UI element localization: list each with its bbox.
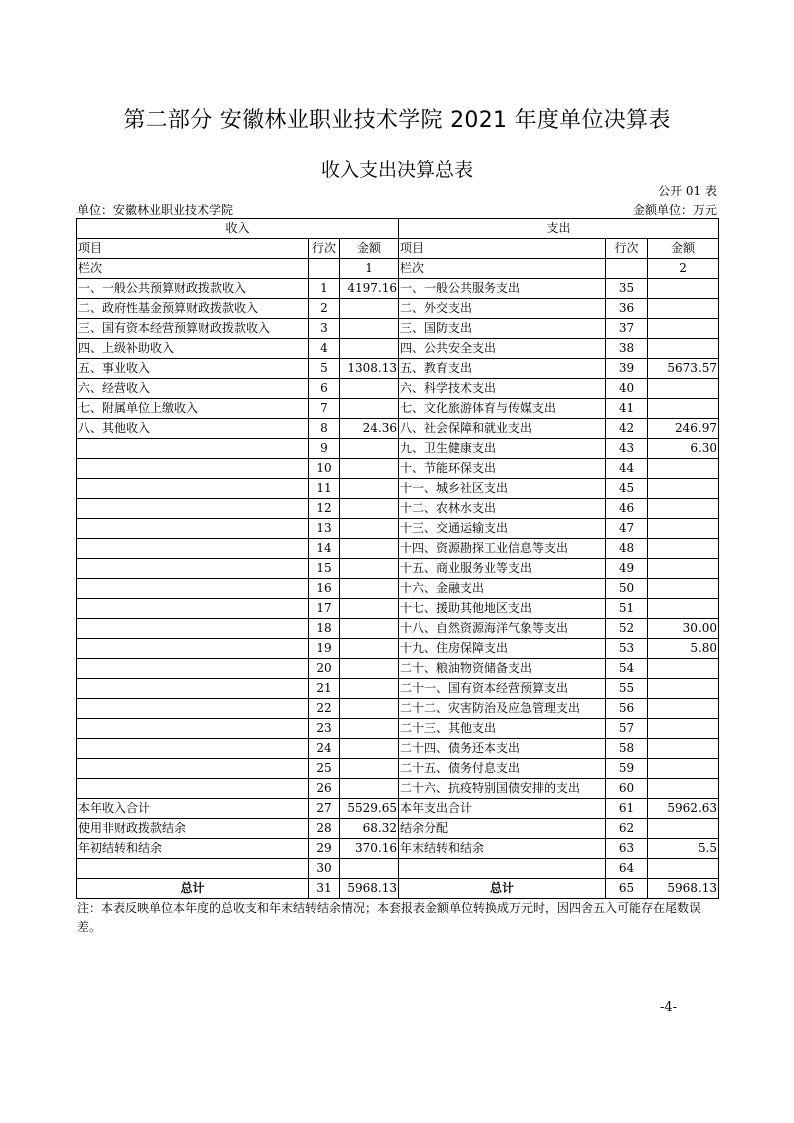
income-amount-cell xyxy=(340,559,399,579)
income-item-cell xyxy=(77,679,309,699)
expense-item-cell: 十八、自然资源海洋气象等支出 xyxy=(399,619,606,639)
table-row xyxy=(77,419,719,439)
expense-rowno-cell: 51 xyxy=(606,599,648,619)
income-item-cell xyxy=(77,619,309,639)
expense-amount-cell xyxy=(648,499,719,519)
expense-rowno-cell: 37 xyxy=(606,319,648,339)
income-col-number: 1 xyxy=(340,259,399,279)
expense-item-cell: 二十一、国有资本经营预算支出 xyxy=(399,679,606,699)
income-amount-cell xyxy=(340,679,399,699)
expense-amount-cell xyxy=(648,459,719,479)
expense-rowno-cell: 64 xyxy=(606,859,648,879)
expense-item-cell: 一、一般公共服务支出 xyxy=(399,279,606,299)
expense-rowno-cell: 54 xyxy=(606,659,648,679)
expense-rowno-cell: 52 xyxy=(606,619,648,639)
expense-rowno-cell: 49 xyxy=(606,559,648,579)
income-rowno-header: 行次 xyxy=(309,239,340,259)
income-rowno-cell: 25 xyxy=(309,759,340,779)
table-row xyxy=(77,339,719,359)
income-rowno-cell: 7 xyxy=(309,399,340,419)
income-item-header: 项目 xyxy=(77,239,309,259)
income-rowno-cell: 9 xyxy=(309,439,340,459)
expense-item-cell: 二十四、债务还本支出 xyxy=(399,739,606,759)
unit-name: 单位：安徽林业职业技术学院 xyxy=(77,203,234,217)
expense-header: 支出 xyxy=(399,219,719,239)
income-amount-cell xyxy=(340,859,399,879)
table-row xyxy=(77,779,719,799)
expense-item-cell: 四、公共安全支出 xyxy=(399,339,606,359)
income-rowno-cell: 23 xyxy=(309,719,340,739)
income-item-cell xyxy=(77,659,309,679)
expense-item-cell: 十一、城乡社区支出 xyxy=(399,479,606,499)
expense-item-cell: 六、科学技术支出 xyxy=(399,379,606,399)
table-row xyxy=(77,599,719,619)
income-expense-table xyxy=(76,218,719,899)
expense-amount-cell xyxy=(648,759,719,779)
expense-rowno-cell: 55 xyxy=(606,679,648,699)
income-item-cell xyxy=(77,719,309,739)
expense-rowno-cell: 47 xyxy=(606,519,648,539)
table-row xyxy=(77,659,719,679)
expense-rowno-cell: 44 xyxy=(606,459,648,479)
expense-rowno-cell: 50 xyxy=(606,579,648,599)
expense-amount-cell xyxy=(648,379,719,399)
expense-amount-cell xyxy=(648,399,719,419)
income-rowno-cell: 6 xyxy=(309,379,340,399)
income-amount-cell xyxy=(340,519,399,539)
expense-item-cell: 十六、金融支出 xyxy=(399,579,606,599)
table-row xyxy=(77,439,719,459)
expense-amount-cell: 5962.63 xyxy=(648,799,719,819)
expense-rowno-cell: 59 xyxy=(606,759,648,779)
income-rowno-cell: 24 xyxy=(309,739,340,759)
table-row xyxy=(77,379,719,399)
income-amount-cell xyxy=(340,619,399,639)
expense-rowno-cell: 58 xyxy=(606,739,648,759)
expense-amount-cell: 5.80 xyxy=(648,639,719,659)
expense-item-cell: 二十、粮油物资储备支出 xyxy=(399,659,606,679)
table-row xyxy=(77,739,719,759)
expense-rowno-cell: 63 xyxy=(606,839,648,859)
income-item-cell xyxy=(77,559,309,579)
expense-rowno-cell: 56 xyxy=(606,699,648,719)
income-item-cell xyxy=(77,859,309,879)
expense-item-cell: 本年支出合计 xyxy=(399,799,606,819)
income-item-cell: 一、一般公共预算财政拨款收入 xyxy=(77,279,309,299)
expense-amount-cell xyxy=(648,279,719,299)
expense-item-cell: 九、卫生健康支出 xyxy=(399,439,606,459)
income-item-cell xyxy=(77,439,309,459)
income-rowno-cell: 29 xyxy=(309,839,340,859)
income-rowno-cell: 15 xyxy=(309,559,340,579)
expense-amount-header: 金额 xyxy=(648,239,719,259)
table-row xyxy=(77,839,719,859)
expense-item-cell: 十三、交通运输支出 xyxy=(399,519,606,539)
expense-amount-cell: 30.00 xyxy=(648,619,719,639)
expense-amount-cell xyxy=(648,339,719,359)
table-row xyxy=(77,859,719,879)
expense-rowno-cell: 48 xyxy=(606,539,648,559)
expense-amount-cell xyxy=(648,679,719,699)
column-index-row xyxy=(77,259,719,279)
expense-rowno-cell: 65 xyxy=(606,879,648,899)
expense-item-cell: 二十二、灾害防治及应急管理支出 xyxy=(399,699,606,719)
page-number: -4- xyxy=(660,1000,678,1015)
income-rowno-cell: 17 xyxy=(309,599,340,619)
table-row xyxy=(77,359,719,379)
income-rowno-cell: 14 xyxy=(309,539,340,559)
table-row xyxy=(77,399,719,419)
expense-amount-cell xyxy=(648,859,719,879)
income-item-cell: 八、其他收入 xyxy=(77,419,309,439)
income-item-cell xyxy=(77,759,309,779)
expense-rowno-cell: 57 xyxy=(606,719,648,739)
income-rowno-cell: 28 xyxy=(309,819,340,839)
income-item-cell: 年初结转和结余 xyxy=(77,839,309,859)
expense-rowno-cell: 36 xyxy=(606,299,648,319)
income-col-label: 栏次 xyxy=(77,259,309,279)
expense-rowno-cell: 35 xyxy=(606,279,648,299)
table-row xyxy=(77,459,719,479)
table-row xyxy=(77,279,719,299)
income-item-cell: 三、国有资本经营预算财政拨款收入 xyxy=(77,319,309,339)
expense-rowno-cell: 43 xyxy=(606,439,648,459)
expense-amount-cell xyxy=(648,299,719,319)
expense-rowno-cell: 40 xyxy=(606,379,648,399)
expense-col-number: 2 xyxy=(648,259,719,279)
table-row xyxy=(77,679,719,699)
income-rowno-cell: 13 xyxy=(309,519,340,539)
table-row xyxy=(77,559,719,579)
expense-rowno-header: 行次 xyxy=(606,239,648,259)
expense-amount-cell xyxy=(648,699,719,719)
expense-item-cell: 十四、资源勘探工业信息等支出 xyxy=(399,539,606,559)
table-header-columns xyxy=(77,239,719,259)
table-note: 注：本表反映单位本年度的总收支和年末结转结余情况；本套报表金额单位转换成万元时，因四舍五入可能存在尾数误差。 xyxy=(77,901,702,934)
table-row xyxy=(77,479,719,499)
income-amount-cell xyxy=(340,379,399,399)
income-item-cell xyxy=(77,639,309,659)
expense-item-cell: 二十五、债务付息支出 xyxy=(399,759,606,779)
income-amount-cell xyxy=(340,499,399,519)
income-rowno-cell: 12 xyxy=(309,499,340,519)
expense-item-cell: 五、教育支出 xyxy=(399,359,606,379)
table-row xyxy=(77,639,719,659)
income-rowno-cell: 5 xyxy=(309,359,340,379)
income-amount-cell: 4197.16 xyxy=(340,279,399,299)
expense-item-cell: 年末结转和结余 xyxy=(399,839,606,859)
form-number: 公开 01 表 xyxy=(658,184,717,198)
income-rowno-cell: 31 xyxy=(309,879,340,899)
income-amount-cell xyxy=(340,459,399,479)
expense-amount-cell xyxy=(648,559,719,579)
expense-amount-cell xyxy=(648,719,719,739)
total-row xyxy=(77,879,719,899)
income-rowno-cell: 26 xyxy=(309,779,340,799)
income-item-cell: 五、事业收入 xyxy=(77,359,309,379)
income-item-cell xyxy=(77,499,309,519)
income-rowno-cell: 3 xyxy=(309,319,340,339)
expense-amount-cell xyxy=(648,539,719,559)
income-rowno-cell: 20 xyxy=(309,659,340,679)
income-amount-cell xyxy=(340,639,399,659)
table-row xyxy=(77,579,719,599)
expense-amount-cell: 5673.57 xyxy=(648,359,719,379)
amount-unit: 金额单位：万元 xyxy=(632,203,717,217)
income-rowno-cell: 30 xyxy=(309,859,340,879)
income-item-cell: 总计 xyxy=(77,879,309,899)
income-header: 收入 xyxy=(77,219,399,239)
income-amount-cell: 5529.65 xyxy=(340,799,399,819)
income-amount-cell xyxy=(340,299,399,319)
income-amount-cell: 68.32 xyxy=(340,819,399,839)
income-item-cell xyxy=(77,579,309,599)
table-row xyxy=(77,699,719,719)
expense-rowno-cell: 61 xyxy=(606,799,648,819)
income-rowno-cell: 8 xyxy=(309,419,340,439)
income-item-cell: 二、政府性基金预算财政拨款收入 xyxy=(77,299,309,319)
table-row xyxy=(77,319,719,339)
income-amount-cell xyxy=(340,319,399,339)
income-item-cell: 四、上级补助收入 xyxy=(77,339,309,359)
income-amount-cell xyxy=(340,699,399,719)
table-row xyxy=(77,519,719,539)
expense-amount-cell xyxy=(648,739,719,759)
expense-rowno-cell: 38 xyxy=(606,339,648,359)
income-item-cell: 六、经营收入 xyxy=(77,379,309,399)
income-item-cell xyxy=(77,739,309,759)
table-row xyxy=(77,499,719,519)
income-rowno-cell: 21 xyxy=(309,679,340,699)
expense-amount-cell: 6.30 xyxy=(648,439,719,459)
table-title: 收入支出决算总表 xyxy=(320,159,473,181)
expense-item-header: 项目 xyxy=(399,239,606,259)
expense-amount-cell: 246.97 xyxy=(648,419,719,439)
expense-item-cell: 十九、住房保障支出 xyxy=(399,639,606,659)
expense-amount-cell xyxy=(648,599,719,619)
expense-amount-cell: 5968.13 xyxy=(648,879,719,899)
expense-amount-cell xyxy=(648,779,719,799)
income-amount-cell xyxy=(340,599,399,619)
income-amount-cell: 1308.13 xyxy=(340,359,399,379)
income-amount-cell xyxy=(340,439,399,459)
income-amount-cell: 24.36 xyxy=(340,419,399,439)
income-item-cell xyxy=(77,519,309,539)
expense-item-cell xyxy=(399,859,606,879)
expense-rowno-cell: 46 xyxy=(606,499,648,519)
income-item-cell xyxy=(77,699,309,719)
table-row xyxy=(77,619,719,639)
income-amount-cell: 370.16 xyxy=(340,839,399,859)
income-rowno-cell: 19 xyxy=(309,639,340,659)
income-amount-cell xyxy=(340,539,399,559)
income-amount-cell xyxy=(340,719,399,739)
table-row xyxy=(77,819,719,839)
table-row xyxy=(77,799,719,819)
expense-col-label: 栏次 xyxy=(399,259,606,279)
expense-item-cell: 十五、商业服务业等支出 xyxy=(399,559,606,579)
table-row xyxy=(77,539,719,559)
income-amount-cell xyxy=(340,399,399,419)
table-header-group xyxy=(77,219,719,239)
expense-item-cell: 结余分配 xyxy=(399,819,606,839)
income-col-empty xyxy=(309,259,340,279)
table-row xyxy=(77,759,719,779)
income-rowno-cell: 10 xyxy=(309,459,340,479)
expense-rowno-cell: 62 xyxy=(606,819,648,839)
expense-item-cell: 总计 xyxy=(399,879,606,899)
income-amount-cell xyxy=(340,339,399,359)
expense-item-cell: 八、社会保障和就业支出 xyxy=(399,419,606,439)
expense-item-cell: 三、国防支出 xyxy=(399,319,606,339)
expense-amount-cell xyxy=(648,519,719,539)
income-rowno-cell: 22 xyxy=(309,699,340,719)
income-rowno-cell: 2 xyxy=(309,299,340,319)
income-rowno-cell: 11 xyxy=(309,479,340,499)
income-rowno-cell: 1 xyxy=(309,279,340,299)
expense-item-cell: 七、文化旅游体育与传媒支出 xyxy=(399,399,606,419)
expense-rowno-cell: 45 xyxy=(606,479,648,499)
income-amount-cell xyxy=(340,479,399,499)
expense-amount-cell xyxy=(648,659,719,679)
expense-rowno-cell: 41 xyxy=(606,399,648,419)
expense-rowno-cell: 60 xyxy=(606,779,648,799)
page-title: 第二部分 安徽林业职业技术学院 2021 年度单位决算表 xyxy=(123,108,671,133)
income-amount-header: 金额 xyxy=(340,239,399,259)
income-amount-cell xyxy=(340,759,399,779)
income-item-cell: 七、附属单位上缴收入 xyxy=(77,399,309,419)
income-amount-cell: 5968.13 xyxy=(340,879,399,899)
expense-rowno-cell: 42 xyxy=(606,419,648,439)
income-rowno-cell: 27 xyxy=(309,799,340,819)
expense-item-cell: 二十六、抗疫特别国债安排的支出 xyxy=(399,779,606,799)
expense-amount-cell xyxy=(648,579,719,599)
expense-amount-cell: 5.5 xyxy=(648,839,719,859)
expense-item-cell: 二、外交支出 xyxy=(399,299,606,319)
expense-col-empty xyxy=(606,259,648,279)
income-rowno-cell: 16 xyxy=(309,579,340,599)
expense-rowno-cell: 53 xyxy=(606,639,648,659)
expense-rowno-cell: 39 xyxy=(606,359,648,379)
expense-item-cell: 十七、援助其他地区支出 xyxy=(399,599,606,619)
income-item-cell xyxy=(77,539,309,559)
income-item-cell xyxy=(77,479,309,499)
income-item-cell xyxy=(77,779,309,799)
expense-item-cell: 十、节能环保支出 xyxy=(399,459,606,479)
income-item-cell xyxy=(77,459,309,479)
income-amount-cell xyxy=(340,579,399,599)
expense-amount-cell xyxy=(648,479,719,499)
income-rowno-cell: 18 xyxy=(309,619,340,639)
expense-amount-cell xyxy=(648,319,719,339)
income-item-cell xyxy=(77,599,309,619)
income-item-cell: 使用非财政拨款结余 xyxy=(77,819,309,839)
table-row xyxy=(77,719,719,739)
expense-item-cell: 十二、农林水支出 xyxy=(399,499,606,519)
income-item-cell: 本年收入合计 xyxy=(77,799,309,819)
income-amount-cell xyxy=(340,779,399,799)
table-row xyxy=(77,299,719,319)
income-rowno-cell: 4 xyxy=(309,339,340,359)
income-amount-cell xyxy=(340,659,399,679)
expense-amount-cell xyxy=(648,819,719,839)
income-amount-cell xyxy=(340,739,399,759)
expense-item-cell: 二十三、其他支出 xyxy=(399,719,606,739)
